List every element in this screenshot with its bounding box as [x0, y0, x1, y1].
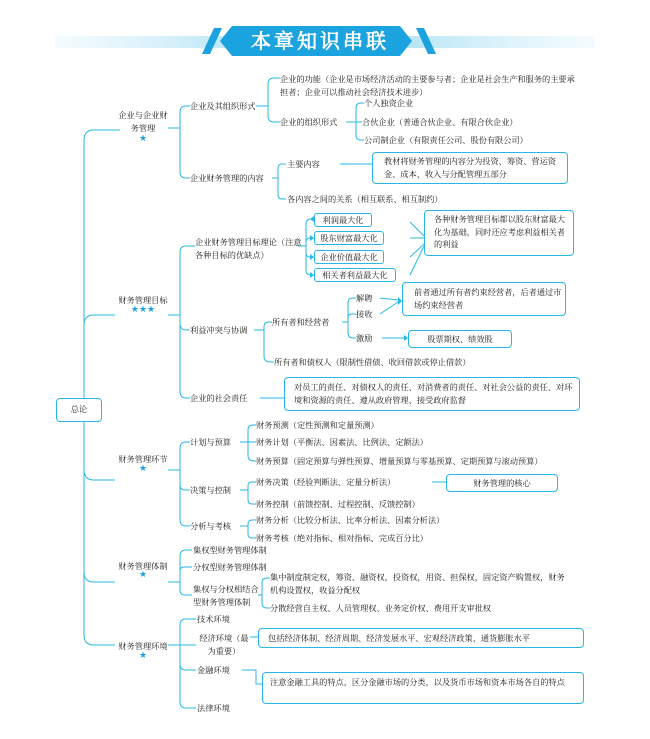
sec5-econ-desc: 包括经济体制、经济周期、经济发展水平、宏观经济政策、通货膨胀水平 — [268, 633, 531, 643]
sec2-incentive-desc: 股票期权、绩效股 — [427, 334, 493, 344]
sec2-takeover: 接收 — [356, 309, 373, 319]
sec1-stars: ★ — [138, 134, 148, 144]
sec3-stars: ★ — [138, 464, 148, 474]
sec2-stars: ★★★ — [130, 305, 156, 315]
sec4-item-0: 集权型财务管理体制 — [193, 545, 267, 555]
sec3-plan-2: 财务预算（固定预算与弹性预算、增量预算与零基预算、定期预算与滚动预算） — [256, 456, 543, 466]
sec2-incentive: 激励 — [356, 333, 373, 343]
sec2-goal-0: 利润最大化 — [314, 213, 372, 227]
sec2-owner-manager: 所有者和经营者 — [272, 317, 330, 327]
sec2-goal-1: 股东财富最大化 — [314, 231, 384, 245]
sec4-item-1: 分权型财务管理体制 — [193, 562, 267, 572]
sec1-org-item-1: 合伙企业（普通合伙企业、有限合伙企业） — [362, 117, 518, 127]
sec4-label: 财务管理体制 — [118, 561, 168, 571]
sec4-sub-0: 集中制度制定权，筹资、融资权，投资权，用资、担保权，固定资产购置权，财务机构设置权，收益分配权 — [270, 572, 565, 595]
sec2-social-desc: 对员工的责任、对债权人的责任、对消费者的责任、对社会公益的责任、对环境和资源的责任、遵从政府管理、接受政府监督 — [294, 382, 573, 405]
sec3-decide: 决策与控制 — [190, 485, 231, 495]
sec1-content: 企业财务管理的内容 — [190, 173, 264, 183]
sec3-analyze-1: 财务考核（绝对指标、相对指标、完成百分比） — [256, 533, 428, 543]
sec5-law: 法律环境 — [197, 703, 230, 713]
sec1-main-content-desc: 教材将财务管理的内容分为投资、筹资、营运资金、成本、收入与分配管理五部分 — [384, 156, 556, 179]
sec2-constraint-desc: 前者通过所有者约束经营者，后者通过市场约束经营者 — [414, 287, 562, 310]
sec2-conflict: 利益冲突与协调 — [190, 325, 248, 335]
sec3-plan-1: 财务计划（平衡法、因素法、比例法、定额法） — [256, 437, 428, 447]
sec1-relations: 各内容之间的关系（相互联系、相互制约） — [287, 194, 443, 204]
sec3-core: 财务管理的核心 — [473, 478, 531, 488]
sec2-goal-theory: 企业财务管理目标理论（注意各种目标的优缺点） — [195, 237, 302, 260]
sec2-goal-3: 相关者利益最大化 — [314, 268, 396, 282]
sec1-org-item-0: 个人独资企业 — [364, 98, 414, 108]
sec1-org-forms: 企业及其组织形式 — [190, 101, 256, 111]
sec4-item-2: 集权与分权相结合型财务管理体制 — [193, 584, 259, 607]
root-label: 总论 — [70, 404, 88, 414]
sec4-sub-1: 分散经营自主权、人员管理权、业务定价权、费用开支审批权 — [270, 603, 492, 613]
sec3-analyze: 分析与考核 — [190, 521, 231, 531]
sec5-fin-desc: 注意金融工具的特点，区分金融市场的分类，以及货币市场和资本市场各自的特点 — [270, 677, 565, 687]
sec5-fin: 金融环境 — [197, 665, 230, 675]
sec3-plan-0: 财务预测（定性预测和定量预测） — [256, 420, 379, 430]
sec2-label: 财务管理目标 — [118, 295, 168, 305]
sec1-org-item-2: 公司制企业（有限责任公司、股份有限公司） — [364, 135, 528, 145]
sec5-label: 财务管理环境 — [118, 641, 168, 651]
sec3-decide-1: 财务控制（前馈控制、过程控制、反馈控制） — [256, 499, 420, 509]
sec3-analyze-0: 财务分析（比较分析法、比率分析法、因素分析法） — [256, 515, 445, 525]
sec2-goal-desc: 各种财务管理目标都以股东财富最大化为基础，同时还应考虑利益相关者的利益 — [434, 214, 566, 249]
sec5-econ: 经济环境（最为重要） — [199, 633, 249, 656]
page-title: 本章知识串联 — [251, 29, 389, 53]
sec3-label: 财务管理环节 — [118, 454, 168, 464]
sec2-owner-creditor: 所有者和债权人（限制性借债、收回借款或停止借款） — [274, 357, 471, 367]
sec5-stars: ★ — [138, 651, 148, 661]
sec1-org-type: 企业的组织形式 — [280, 117, 338, 127]
sec3-decide-0: 财务决策（经验判断法、定量分析法） — [256, 477, 396, 487]
sec1-label: 企业与企业财务管理 — [118, 110, 168, 133]
sec2-dismiss: 解聘 — [356, 293, 373, 303]
sec5-tech: 技术环境 — [197, 614, 230, 624]
sec2-social-resp: 企业的社会责任 — [190, 393, 248, 403]
sec1-main-content: 主要内容 — [287, 159, 320, 169]
sec2-goal-2: 企业价值最大化 — [314, 250, 384, 264]
sec4-stars: ★ — [138, 570, 148, 580]
sec3-plan: 计划与预算 — [190, 437, 231, 447]
sec1-function: 企业的功能（企业是市场经济活动的主要参与者；企业是社会生产和服务的主要承担者；企业可以推动社会经济技术进步） — [280, 74, 575, 97]
